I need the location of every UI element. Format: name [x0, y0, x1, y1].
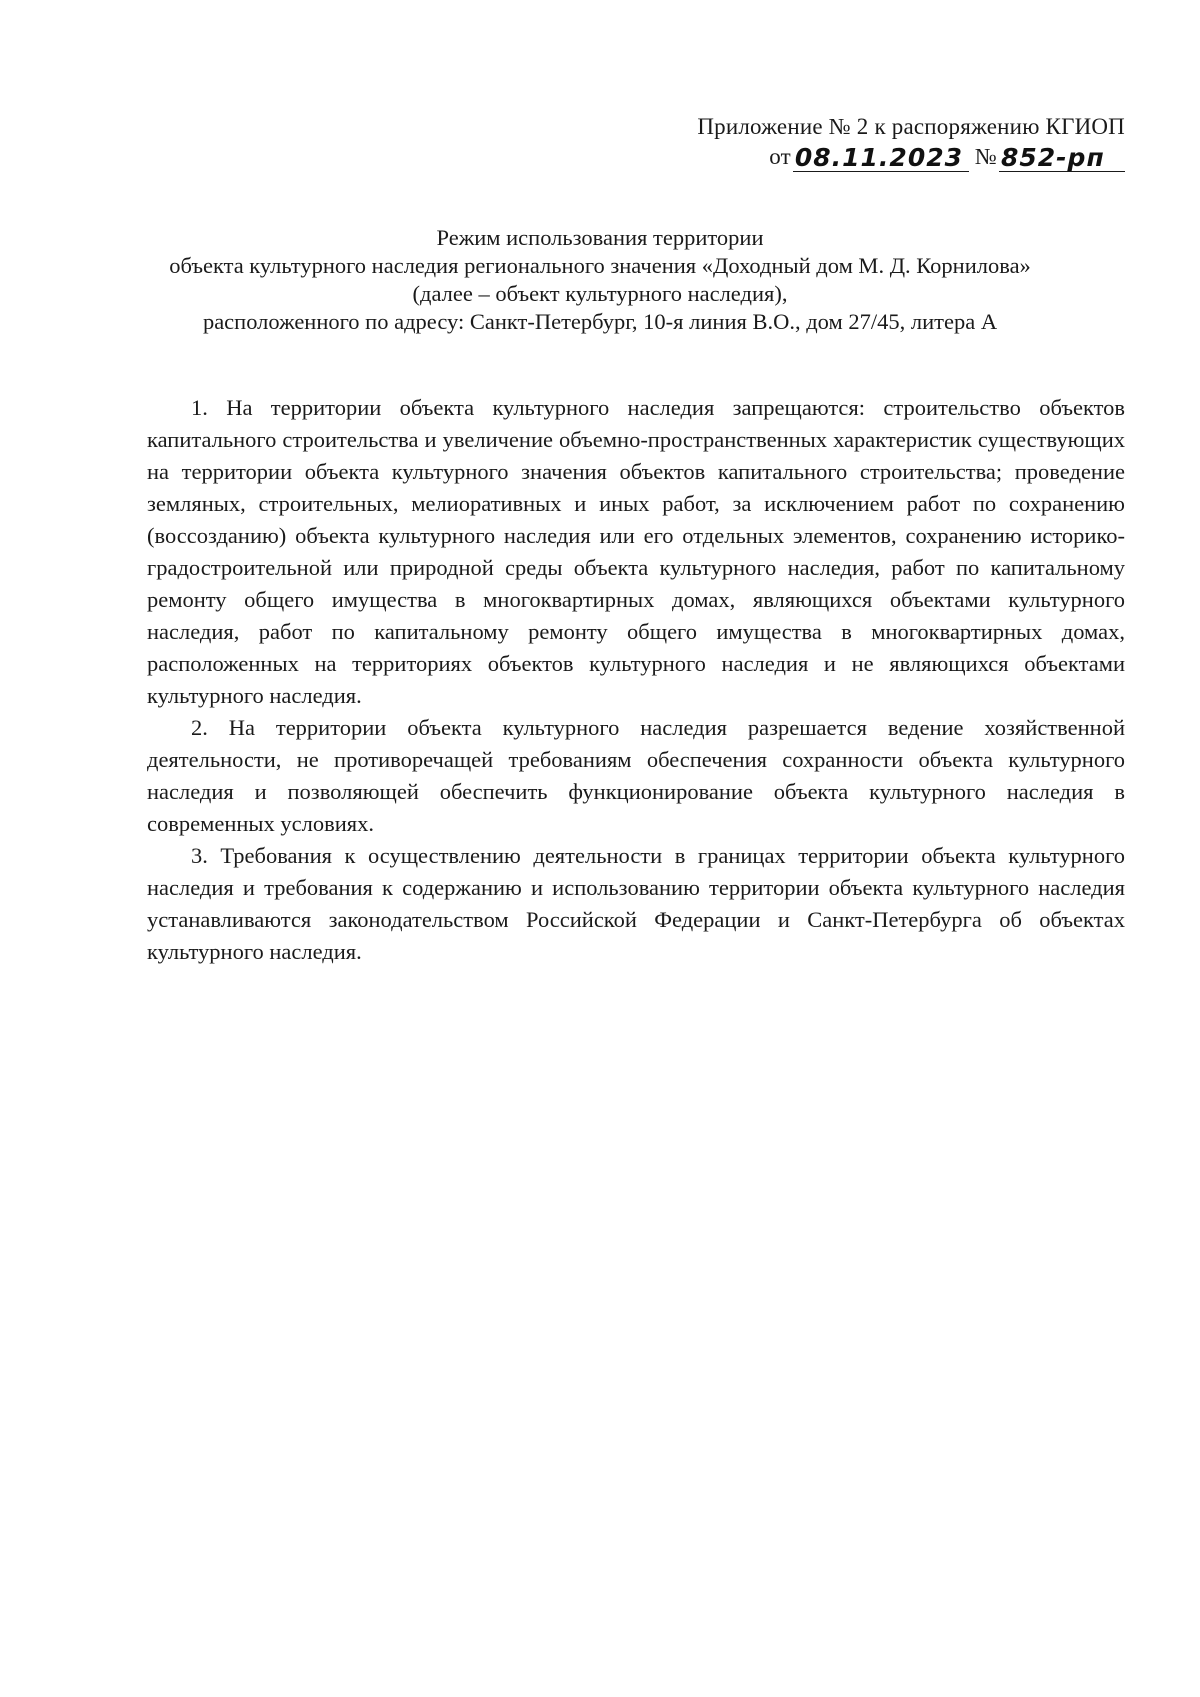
handwritten-number: 852-рп: [999, 145, 1125, 172]
document-body: [147, 392, 1125, 968]
paragraph-3: 3. Требования к осуществлению деятельности в границах территории объекта культурного наследия и требования к содержанию и использованию территории объекта культурного наследия устанавливаются законодательством Российской Федерации и Санкт-Петербурга об объектах культурного наследия.: [147, 843, 1125, 964]
title-line-4: расположенного по адресу: Санкт-Петербург, 10-я линия В.О., дом 27/45, литера А: [202, 309, 998, 334]
paragraph-2: 2. На территории объекта культурного наследия разрешается ведение хозяйственной деятельности, не противоречащей требованиям обеспечения сохранности объекта культурного наследия и позволяющей обеспечить функционирование объекта культурного наследия в современных условиях.: [147, 715, 1125, 836]
date-prefix: от: [769, 144, 791, 169]
number-sign: №: [974, 144, 997, 169]
title-line-3: (далее – объект культурного наследия),: [412, 281, 788, 306]
appendix-header: [697, 112, 1125, 172]
title-line-2: объекта культурного наследия регионального значения «Доходный дом М. Д. Корнилова»: [169, 253, 1031, 278]
appendix-line: Приложение № 2 к распоряжению КГИОП: [697, 114, 1125, 139]
document-title: [0, 224, 1200, 336]
handwritten-date: 08.11.2023: [793, 145, 969, 172]
paragraph-1: 1. На территории объекта культурного наследия запрещаются: строительство объектов капитального строительства и увеличение объемно-пространственных характеристик существующих на территории объекта культурного значения объектов капитального строительства; проведение земляных, строительных, мелиоративных и иных работ, за исключением работ по сохранению (воссозданию) объекта культурного наследия или его отдельных элементов, сохранению историко-градостроительной или природной среды объекта культурного наследия, работ по капитальному ремонту общего имущества в многоквартирных домах, являющихся объектами культурного наследия, работ по капитальному ремонту общего имущества в многоквартирных домах, расположенных на территориях объектов культурного наследия и не являющихся объектами культурного наследия.: [147, 395, 1125, 708]
title-line-1: Режим использования территории: [436, 225, 764, 250]
appendix-date-number-line: [697, 142, 1125, 172]
